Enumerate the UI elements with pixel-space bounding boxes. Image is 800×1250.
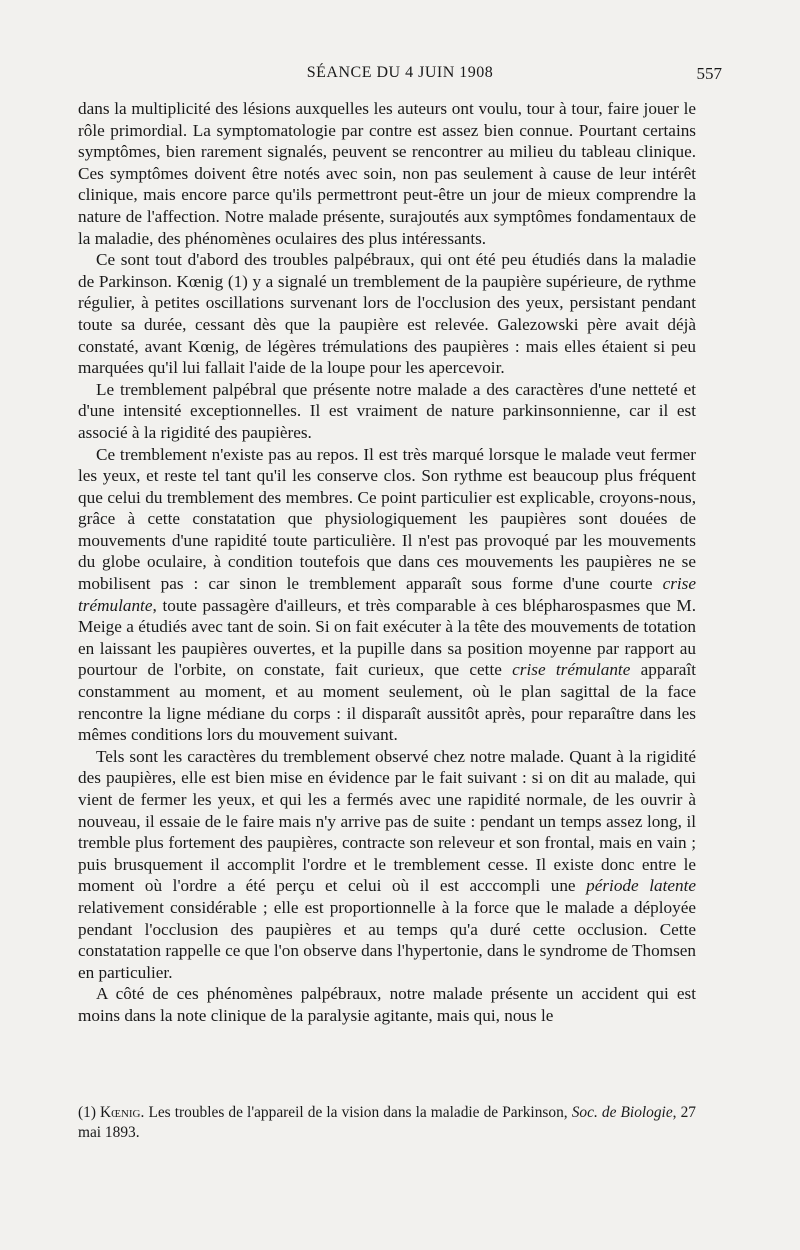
text-run: Ce sont tout d'abord des troubles palpébraux, qui ont été peu étudiés dans la maladie de Parkinson. Kœnig (1) y a signalé un tremblement de la paupière supérieure, de rythme régulier, à petites oscillations survenant lors de l'occlusion des yeux, persistant pendant toute sa durée, cessant dès que la paupière est relevée. Galezowski père avait déjà constaté, avant Kœnig, de légères trémulations des paupières : mais elles étaient si peu marquées qu'il lui fallait l'aide de la loupe pour les apercevoir.: [78, 250, 696, 378]
italic-text: crise trémulante: [78, 574, 696, 615]
italic-text: période latente: [586, 876, 696, 896]
page-number: 557: [696, 64, 722, 83]
paragraph: [78, 983, 696, 1026]
text-run: Tels sont les caractères du tremblement observé chez notre malade. Quant à la rigidité des paupières, elle est bien mise en évidence par le fait suivant : si on dit au malade, qui vient de fermer les yeux, et qui les a fermés avec une rapidité normale, de les ouvrir à nouveau, il essaie de le faire mais n'y arrive pas de suite : pendant un temps assez long, il tremble plus fortement des paupières, contracte son releveur et son frontal, mais en vain ; puis brusquement il accomplit l'ordre et le tremblement cesse. Il existe donc entre le moment où l'ordre a été perçu et celui où il est acccompli une: [78, 746, 696, 896]
text-run: A côté de ces phénomènes palpébraux, notre malade présente un accident qui est moins dans la note clinique de la paralysie agitante, mais qui, nous le: [78, 984, 696, 1025]
paragraph: [78, 249, 696, 379]
text-run: Le tremblement palpébral que présente notre malade a des caractères d'une netteté et d'une intensité exceptionnelles. Il est vraiment de nature parkinsonnienne, car il est associé à la rigidité des paupières.: [78, 379, 696, 442]
italic-text: Soc. de Biologie: [571, 1104, 673, 1121]
page-header: [78, 64, 722, 88]
text-run: Kœnig: [100, 1104, 141, 1121]
paragraph: [78, 98, 696, 249]
text-run: relativement considérable ; elle est proportionnelle à la force que le malade a déployée pendant l'occlusion des paupières et au temps qu'a duré cette occlusion. Cette constatation rappelle ce que l'on observe dans l'hypertonie, dans le syndrome de Thomsen en particulier.: [78, 897, 696, 982]
text-run: . Les troubles de l'appareil de la vision dans la maladie de Parkinson,: [140, 1104, 572, 1121]
body-text: [78, 98, 696, 1027]
text-run: dans la multiplicité des lésions auxquelles les auteurs ont voulu, tour à tour, faire jouer le rôle primordial. La symptomatologie par contre est assez bien connue. Pourtant certains symptômes, bien rarement signalés, peuvent se rencontrer au milieu du tableau clinique. Ces symptômes doivent être notés avec soin, non pas seulement à cause de leur intérêt clinique, mais encore parce qu'ils permettront peut-être un jour de mieux comprendre la nature de l'affection. Notre malade présente, surajoutés aux symptômes fondamentaux de la maladie, des phénomènes oculaires des plus intéressants.: [78, 99, 696, 248]
text-run: , toute passagère d'ailleurs, et très comparable à ces blépharospasmes que M. Meige a étudiés avec tant de soin. Si on fait exécuter à la tête des mouvements de totation en laissant les paupières ouvertes, et la pupille dans sa position moyenne par rapport au pourtour de l'orbite, on constate, fait curieux, que cette: [78, 595, 696, 680]
text-run: (1): [78, 1104, 101, 1121]
paragraph: [78, 379, 696, 444]
paragraph: [78, 746, 696, 984]
running-title: SÉANCE DU 4 JUIN 1908: [306, 64, 494, 81]
text-run: , 27 mai 1893.: [78, 1104, 697, 1141]
text-run: Ce tremblement n'existe pas au repos. Il est très marqué lorsque le malade veut fermer les yeux, et reste tel tant qu'il les conserve clos. Son rythme est beaucoup plus fréquent que celui du tremblement des membres. Ce point particulier est explicable, croyons-nous, grâce à cette constatation que physiologiquement les paupières sont douées de mouvements d'une rapidité toute particulière. Il n'est pas provoqué par les mouvements du globe oculaire, à condition toutefois que dans ces mouvements les paupières ne se mobilisent pas : car sinon le tremblement apparaît sous forme d'une courte: [78, 444, 696, 594]
footnote: [78, 1103, 696, 1143]
text-run: apparaît constamment au moment, et au moment seulement, où le plan sagittal de la face rencontre la ligne médiane du corps : il disparaît aussitôt après, pour reparaître dans les mêmes conditions lors du mouvement suivant.: [78, 660, 696, 745]
italic-text: crise trémulante: [512, 660, 631, 680]
paragraph: [78, 444, 696, 746]
